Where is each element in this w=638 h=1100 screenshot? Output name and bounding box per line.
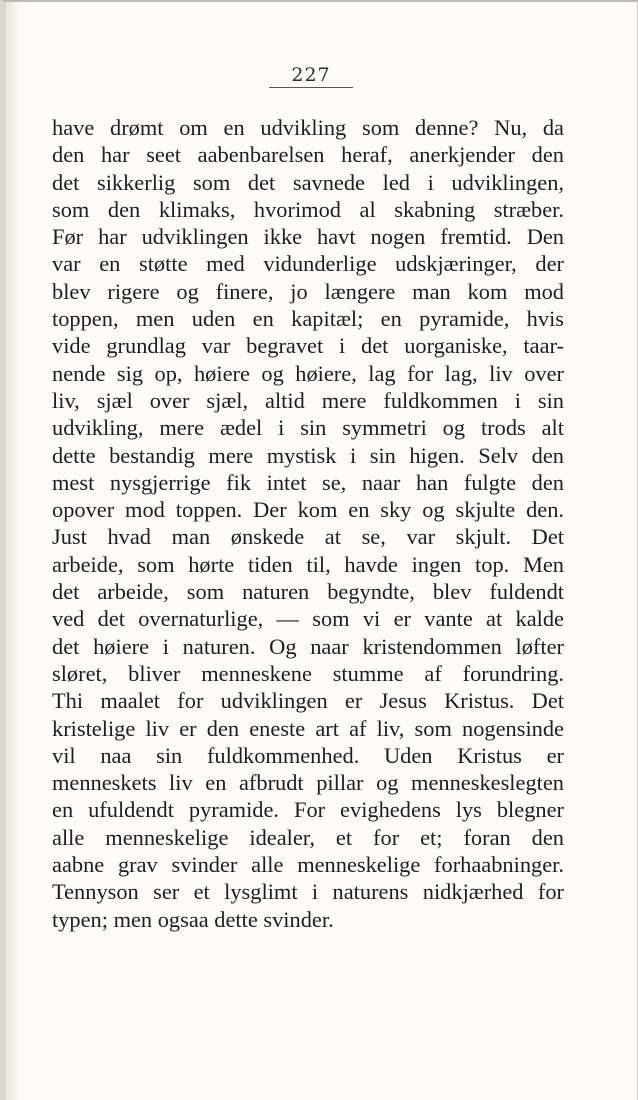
text-line: aabne grav svinder alle menneskelige forhaabninger. [52, 852, 564, 878]
text-line: en ufuldendt pyramide. For evighedens lys blegner [52, 797, 564, 823]
text-line: dette bestandig mere mystisk i sin higen. Selv den [52, 442, 564, 468]
text-line: liv, sjæl over sjæl, altid mere fuldkommen i sin [52, 387, 564, 413]
text-line: arbeide, som hørte tiden til, havde ingen top. Men [52, 551, 564, 577]
text-line: det høiere i naturen. Og naar kristendommen løfter [52, 633, 564, 659]
text-line: toppen, men uden en kapitæl; en pyramide, hvis [52, 306, 564, 332]
text-line: nende sig op, høiere og høiere, lag for lag, liv over [52, 360, 564, 386]
text-line: have drømt om en udvikling som denne? Nu, da [52, 115, 564, 140]
text-line: vil naa sin fuldkommenhed. Uden Kristus er [52, 742, 564, 768]
text-line: mest nysgjerrige fik intet se, naar han fulgte den [52, 469, 564, 495]
text-line: det arbeide, som naturen begyndte, blev fuldendt [52, 579, 564, 605]
text-line: var en støtte med vidunderlige udskjæringer, der [52, 251, 564, 277]
text-line: sløret, bliver menneskene stumme af forundring. [52, 660, 564, 686]
text-line: udvikling, mere ædel i sin symmetri og trods alt [52, 415, 564, 441]
text-line: kristelige liv er den eneste art af liv, som nogensinde [52, 715, 564, 741]
text-line: opover mod toppen. Der kom en sky og skjulte den. [52, 497, 564, 523]
text-line: det sikkerlig som det savnede led i udviklingen, [52, 169, 564, 195]
page-number: 227 [269, 64, 353, 88]
text-line: Før har udviklingen ikke havt nogen fremtid. Den [52, 224, 564, 250]
text-line: typen; men ogsaa dette svinder. [52, 906, 334, 932]
text-line: Just hvad man ønskede at se, var skjult. Det [52, 524, 564, 550]
text-line: Tennyson ser et lysglimt i naturens nidkjærhed for [52, 879, 564, 905]
body-text [52, 114, 564, 933]
text-line: ved det overnaturlige, — som vi er vante at kalde [52, 606, 564, 632]
text-line: menneskets liv en afbrudt pillar og menneskeslegten [52, 770, 564, 796]
text-line: vide grundlag var begravet i det uorganiske, taar- [52, 333, 564, 359]
text-line: den har seet aabenbarelsen heraf, anerkjender den [52, 142, 564, 168]
text-line: som den klimaks, hvorimod al skabning stræber. [52, 196, 564, 222]
text-line: Thi maalet for udviklingen er Jesus Kristus. Det [52, 688, 564, 714]
text-line: alle menneskelige idealer, et for et; foran den [52, 824, 564, 850]
text-line: blev rigere og finere, jo længere man kom mod [52, 278, 564, 304]
